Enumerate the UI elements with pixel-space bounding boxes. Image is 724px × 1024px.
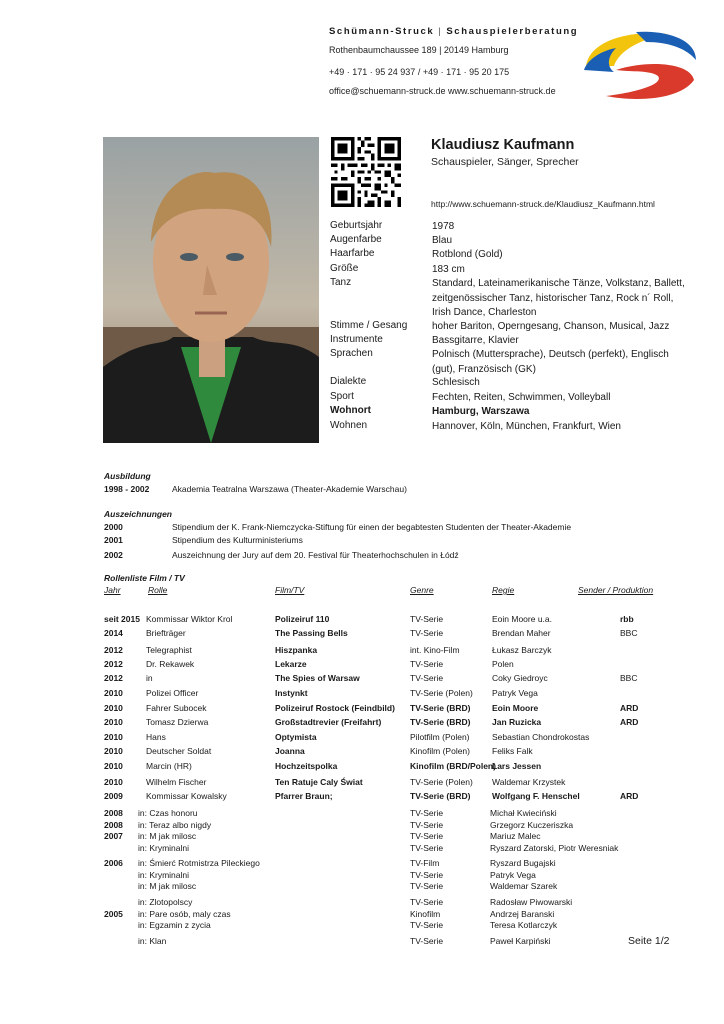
role-group-cell-role: in: Kryminalni [138, 869, 190, 880]
profile-value: Schlesisch [432, 377, 480, 388]
column-header-jahr: Jahr [104, 585, 121, 595]
role-cell-regie: Feliks Falk [492, 746, 533, 756]
role-cell-regie: Brendan Maher [492, 628, 551, 638]
profile-label: Augenfarbe [330, 234, 382, 245]
role-cell-year: 2010 [104, 777, 123, 787]
role-group-cell-regie: Ryszard Zatorski, Piotr Weresniak [490, 842, 619, 853]
column-header-rolle: Rolle [148, 585, 168, 595]
role-cell-genre: TV-Serie (BRD) [410, 717, 471, 727]
role-cell-year: 2012 [104, 659, 123, 669]
profile-value: Rotblond (Gold) [432, 249, 503, 260]
profile-value: Hannover, Köln, München, Frankfurt, Wien [432, 421, 621, 432]
role-cell-regie: Łukasz Barczyk [492, 645, 552, 655]
role-group-cell-year: 2006 [104, 858, 123, 868]
role-cell-genre: TV-Serie (BRD) [410, 791, 471, 801]
profile-value: Blau [432, 235, 453, 246]
role-group-cell-genre: TV-Serie [410, 831, 444, 842]
ausbildung-text: Akademia Teatralna Warszawa (Theater-Akademie Warschau) [172, 484, 407, 494]
role-group-cell-regie: Paweł Karpiński [490, 936, 551, 946]
role-group-cell-year: 2008 [104, 808, 123, 818]
qr-code [331, 137, 401, 207]
portrait-photo [103, 137, 319, 443]
role-cell-film: Instynkt [275, 688, 308, 698]
section-title-auszeichnungen: Auszeichnungen [104, 509, 173, 519]
role-cell-genre: TV-Serie [410, 659, 444, 669]
role-cell-year: seit 2015 [104, 614, 140, 624]
role-cell-sender: ARD [620, 791, 639, 801]
role-cell-film: Polizeiruf Rostock (Feindbild) [275, 703, 395, 713]
role-cell-sender: rbb [620, 614, 634, 624]
role-cell-genre: Pilotfilm (Polen) [410, 732, 470, 742]
role-group-cell-regie: Waldemar Szarek [490, 881, 558, 892]
role-group-cell-genre: TV-Serie [410, 819, 444, 830]
role-cell-role: Marcin (HR) [146, 761, 192, 771]
role-group-cell-regie: Ryszard Bugajski [490, 858, 556, 868]
role-cell-sender: ARD [620, 717, 639, 727]
role-cell-role: Hans [146, 732, 166, 742]
agency-name-right: Schauspielerberatung [446, 26, 579, 37]
person-name: Klaudiusz Kaufmann [431, 137, 575, 153]
role-group-cell-genre: TV-Serie [410, 808, 444, 818]
role-cell-role: Polizei Officer [146, 688, 199, 698]
role-group-cell-year: 2007 [104, 831, 123, 842]
profile-value: Polnisch (Muttersprache), Deutsch (perfekt), Englisch (gut), Französisch (GK) [432, 349, 669, 375]
role-group-cell-role: in: M jak milosc [138, 831, 197, 842]
role-cell-year: 2010 [104, 732, 123, 742]
role-group-cell-genre: TV-Serie [410, 881, 444, 892]
profile-label: Wohnen [330, 420, 368, 431]
profile-label: Stimme / Gesang [330, 320, 408, 331]
role-cell-year: 2009 [104, 791, 123, 801]
role-cell-year: 2010 [104, 703, 123, 713]
role-cell-film: Joanna [275, 746, 305, 756]
role-group-cell-role: in: Teraz albo nigdy [138, 819, 212, 830]
role-group-cell-regie: Radosław Piwowarski [490, 897, 573, 907]
role-group-cell-role: in: M jak milosc [138, 881, 197, 892]
column-header-genre: Genre [410, 585, 434, 595]
profile-label: Instrumente [330, 334, 383, 345]
role-cell-film: Polizeiruf 110 [275, 614, 330, 624]
role-cell-role: Wilhelm Fischer [146, 777, 207, 787]
role-group-cell-role: in: Zlotopolscy [138, 897, 193, 907]
role-cell-year: 2010 [104, 717, 123, 727]
role-cell-genre: Kinofilm (BRD/Polen) [410, 761, 496, 771]
role-cell-regie: Jan Ruzicka [492, 717, 542, 727]
agency-name-left: Schümann-Struck [329, 26, 435, 37]
role-cell-genre: TV-Serie [410, 628, 444, 638]
role-cell-sender: BBC [620, 673, 638, 683]
profile-label: Größe [330, 263, 359, 274]
award-year: 2000 [104, 522, 123, 532]
column-header-film: Film/TV [275, 585, 305, 595]
agency-name [329, 26, 578, 37]
role-group-cell-regie: Patryk Vega [490, 869, 536, 880]
role-cell-regie: Patryk Vega [492, 688, 538, 698]
profile-label: Sport [330, 391, 354, 402]
role-group-cell-regie: Michał Kwieciński [490, 808, 557, 818]
award-text: Auszeichnung der Jury auf dem 20. Festival für Theaterhochschulen in Łódź [172, 550, 459, 560]
role-cell-genre: TV-Serie (Polen) [410, 777, 473, 787]
role-cell-role: Tomasz Dzierwa [146, 717, 209, 727]
role-cell-film: The Passing Bells [275, 628, 348, 638]
role-cell-regie: Eoin Moore [492, 703, 539, 713]
profile-value: Bassgitarre, Klavier [432, 335, 519, 346]
role-group-cell-genre: TV-Serie [410, 920, 444, 931]
person-subtitle: Schauspieler, Sänger, Sprecher [431, 156, 579, 168]
column-header-sender: Sender / Produktion [578, 585, 654, 595]
role-cell-genre: int. Kino-Film [410, 645, 460, 655]
profile-value: Standard, Lateinamerikanische Tänze, Volkstanz, Ballett, zeitgenössischer Tanz, historischer Tanz, Rock n´ Roll, Irish Dance, Charleston [432, 278, 685, 318]
role-cell-role: Fahrer Subocek [146, 703, 207, 713]
profile-label: Wohnort [330, 405, 371, 416]
role-group-cell-role: in: Klan [138, 936, 167, 946]
role-group-cell-year: 2008 [104, 819, 123, 830]
role-group-cell-year: 2005 [104, 908, 123, 919]
profile-value: hoher Bariton, Operngesang, Chanson, Musical, Jazz [432, 321, 670, 332]
role-group-cell-genre: TV-Serie [410, 869, 444, 880]
ausbildung-year: 1998 - 2002 [104, 484, 150, 494]
role-cell-role: Dr. Rekawek [146, 659, 195, 669]
role-cell-role: Kommissar Wiktor Krol [146, 614, 233, 624]
role-cell-film: Großstadtrevier (Freifahrt) [275, 717, 382, 727]
role-cell-sender: BBC [620, 628, 638, 638]
role-group-cell-regie: Andrzej Baranski [490, 908, 555, 919]
agency-contact: office@schuemann-struck.de www.schuemann-struck.de [329, 86, 556, 96]
profile-url-link[interactable]: http://www.schuemann-struck.de/Klaudiusz_Kaufmann.html [431, 199, 655, 209]
role-cell-year: 2010 [104, 746, 123, 756]
agency-logo [576, 26, 700, 102]
role-group-cell-role: in: Śmierć Rotmistrza Pileckiego [138, 858, 260, 868]
role-cell-regie: Wolfgang F. Henschel [492, 791, 580, 801]
role-cell-regie: Coky Giedroyc [492, 673, 548, 683]
role-cell-film: Hochzeitspolka [275, 761, 338, 771]
profile-value: 183 cm [432, 264, 465, 275]
award-year: 2001 [104, 535, 123, 545]
role-group-cell-role: in: Czas honoru [138, 808, 198, 818]
role-cell-genre: TV-Serie (BRD) [410, 703, 471, 713]
profile-value: Hamburg, Warszawa [432, 406, 530, 417]
role-cell-regie: Waldemar Krzystek [492, 777, 566, 787]
role-group-cell-regie: Mariuz Malec [490, 831, 541, 842]
role-cell-film: The Spies of Warsaw [275, 673, 360, 683]
role-cell-year: 2012 [104, 645, 123, 655]
award-text: Stipendium des Kulturministeriums [172, 535, 303, 545]
column-header-regie: Regie [492, 585, 515, 595]
role-group-cell-role: in: Kryminalni [138, 842, 190, 853]
role-cell-regie: Eoin Moore u.a. [492, 614, 553, 624]
profile-value: Fechten, Reiten, Schwimmen, Volleyball [432, 392, 611, 403]
role-cell-regie: Sebastian Chondrokostas [492, 732, 590, 742]
profile-label: Haarfarbe [330, 248, 375, 259]
role-cell-year: 2012 [104, 673, 123, 683]
profile-value: 1978 [432, 221, 455, 232]
role-group-cell-genre: TV-Serie [410, 897, 444, 907]
role-cell-regie: Polen [492, 659, 514, 669]
role-cell-year: 2014 [104, 628, 123, 638]
section-title-ausbildung: Ausbildung [104, 471, 151, 481]
profile-label: Geburtsjahr [330, 220, 383, 231]
agency-phones: +49 · 171 · 95 24 937 / +49 · 171 · 95 20 175 [329, 67, 510, 77]
profile-label: Dialekte [330, 376, 367, 387]
role-cell-genre: TV-Serie (Polen) [410, 688, 473, 698]
role-cell-film: Lekarze [275, 659, 307, 669]
role-cell-role: Deutscher Soldat [146, 746, 212, 756]
role-cell-regie: Lars Jessen [492, 761, 542, 771]
page-number: Seite 1/2 [628, 935, 670, 947]
role-cell-role: Kommissar Kowalsky [146, 791, 227, 801]
agency-separator: | [438, 26, 443, 37]
award-year: 2002 [104, 550, 123, 560]
role-cell-year: 2010 [104, 688, 123, 698]
role-group-cell-genre: Kinofilm [410, 908, 441, 919]
award-text: Stipendium der K. Frank-Niemczycka-Stiftung für einen der begabtesten Studenten der Theater-Akademie [172, 522, 572, 532]
role-cell-genre: TV-Serie [410, 614, 444, 624]
role-group-cell-genre: TV-Serie [410, 842, 444, 853]
role-cell-genre: TV-Serie [410, 673, 444, 683]
role-cell-role: Briefträger [146, 628, 186, 638]
agency-address: Rothenbaumchaussee 189 | 20149 Hamburg [329, 45, 509, 55]
role-cell-year: 2010 [104, 761, 123, 771]
role-cell-genre: Kinofilm (Polen) [410, 746, 470, 756]
profile-label: Sprachen [330, 348, 373, 359]
role-cell-film: Pfarrer Braun; [275, 791, 333, 801]
role-group-cell-role: in: Pare osób, maly czas [138, 908, 231, 919]
role-group-cell-role: in: Egzamin z zycia [138, 920, 211, 931]
role-cell-role: in [146, 673, 153, 683]
profile-label: Tanz [330, 277, 352, 288]
role-cell-role: Telegraphist [146, 645, 192, 655]
role-cell-film: Ten Ratuje Caly Świat [275, 777, 363, 787]
role-cell-sender: ARD [620, 703, 639, 713]
role-group-cell-regie: Grzegorz Kuczeriszka [490, 819, 574, 830]
role-group-cell-genre: TV-Film [410, 858, 440, 868]
role-group-cell-genre: TV-Serie [410, 936, 444, 946]
role-group-cell-regie: Teresa Kotlarczyk [490, 920, 558, 931]
section-title-rollen: Rollenliste Film / TV [104, 573, 185, 583]
role-cell-film: Optymista [275, 732, 317, 742]
role-cell-film: Hiszpanka [275, 645, 318, 655]
